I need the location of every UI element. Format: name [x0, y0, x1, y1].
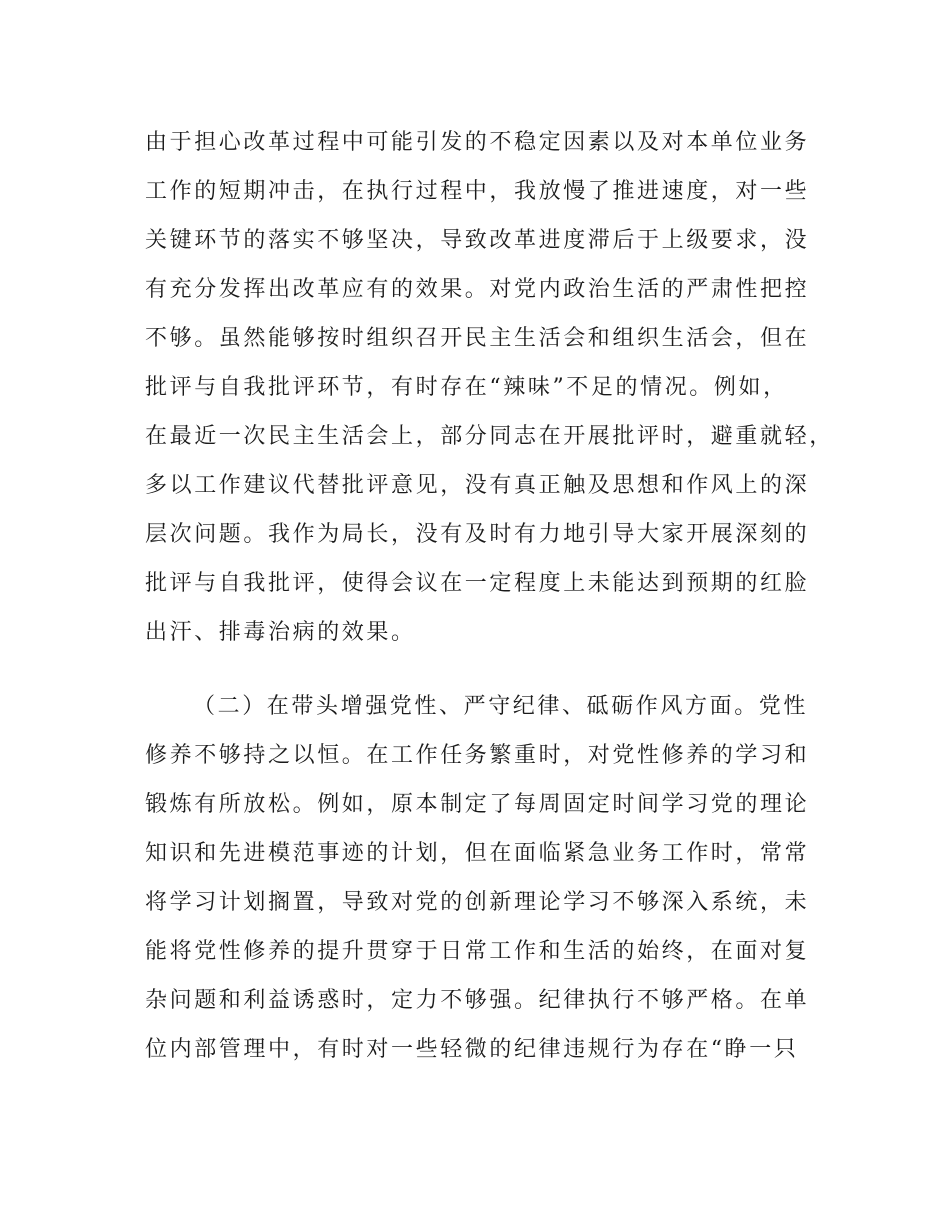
paragraph-1: [145, 118, 834, 657]
text-line: 杂问题和利益诱惑时，定力不够强。纪律执行不够严格。在单: [145, 988, 810, 1013]
text-line: 将学习计划搁置，导致对党的创新理论学习不够深入系统，未: [145, 890, 810, 915]
text-line: 有充分发挥出改革应有的效果。对党内政治生活的严肃性把控: [145, 277, 810, 302]
text-line: 批评与自我批评环节，有时存在“辣味”不足的情况。例如，: [145, 375, 788, 400]
text-line: 多以工作建议代替批评意见，没有真正触及思想和作风上的深: [145, 473, 810, 498]
text-line: 知识和先进模范事迹的计划，但在面临紧急业务工作时，常常: [145, 841, 810, 866]
text-line: 锻炼有所放松。例如，原本制定了每周固定时间学习党的理论: [145, 792, 810, 817]
text-line: 能将党性修养的提升贯穿于日常工作和生活的始终，在面对复: [145, 939, 810, 964]
text-line: 批评与自我批评，使得会议在一定程度上未能达到预期的红脸: [145, 571, 810, 596]
text-line: 出汗、排毒治病的效果。: [145, 620, 416, 645]
text-line: 在最近一次民主生活会上，部分同志在开展批评时，避重就轻，: [145, 424, 834, 449]
text-line: 修养不够持之以恒。在工作任务繁重时，对党性修养的学习和: [145, 743, 810, 768]
paragraph-2: [145, 682, 815, 1074]
section-heading-line: （二）在带头增强党性、严守纪律、砥砺作风方面。党性: [193, 694, 809, 719]
text-line: 位内部管理中，有时对一些轻微的纪律违规行为存在“睁一只: [145, 1037, 799, 1062]
text-line: 层次问题。我作为局长，没有及时有力地引导大家开展深刻的: [145, 522, 810, 547]
text-line: 由于担心改革过程中可能引发的不稳定因素以及对本单位业务: [145, 130, 810, 155]
text-line: 关键环节的落实不够坚决，导致改革进度滞后于上级要求，没: [145, 228, 810, 253]
text-line: 不够。虽然能够按时组织召开民主生活会和组织生活会，但在: [145, 326, 810, 351]
text-line: 工作的短期冲击，在执行过程中，我放慢了推进速度，对一些: [145, 179, 810, 204]
